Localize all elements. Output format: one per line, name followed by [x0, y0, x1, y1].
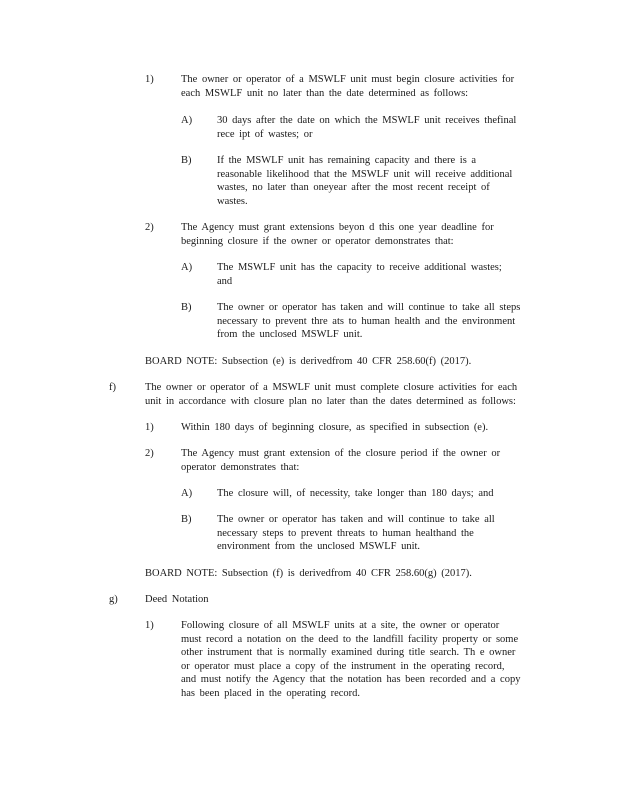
item-label: B)	[181, 514, 192, 525]
text-line: other instrument that is normally examined during title search. Th e owner	[181, 647, 516, 658]
text-line: from the unclosed MSWLF unit.	[217, 329, 363, 340]
paragraph	[217, 261, 502, 288]
text-line: unit in accordance with closure plan no later than the dates determined as follows:	[145, 395, 516, 407]
text-line: wastes.	[217, 195, 248, 207]
text-line: The owner or operator of a MSWLF unit must begin closure activities for	[181, 74, 515, 85]
paragraph	[145, 381, 517, 408]
board-note	[145, 567, 472, 581]
paragraph	[217, 114, 516, 141]
text-line: wastes, no later than oneyear after the most recent receipt of	[217, 182, 490, 193]
text-line: environment from the unclosed MSWLF unit.	[217, 541, 421, 552]
section-heading	[145, 593, 209, 607]
item-label: A)	[181, 262, 193, 273]
item-label: 1)	[145, 74, 154, 85]
item-label: g)	[109, 594, 118, 605]
text-line: has been placed in the operating record.	[181, 687, 361, 699]
text-line: and	[217, 275, 233, 287]
text-line: BOARD NOTE: Subsection (f) is derivedfrom 40 CFR 258.60(g) (2017).	[145, 568, 472, 579]
text-line: Following closure of all MSWLF units at a site, the owner or operator	[181, 620, 500, 631]
text-line: The Agency must grant extension of the closure period if the owner or	[181, 448, 501, 459]
paragraph	[217, 154, 512, 208]
paragraph	[181, 221, 494, 248]
paragraph	[181, 619, 520, 700]
text-line: necessary steps to prevent threats to human healthand the	[217, 527, 474, 539]
text-line: Deed Notation	[145, 594, 209, 605]
item-label: 1)	[145, 620, 154, 631]
item-label: 1)	[145, 422, 154, 433]
text-line: The owner or operator has taken and will continue to take all steps	[217, 302, 521, 313]
text-line: The Agency must grant extensions beyon d this one year deadline for	[181, 222, 494, 233]
text-line: and must notify the Agency that the notation has been recorded and a copy	[181, 674, 521, 685]
item-label: f)	[109, 382, 116, 393]
item-label: A)	[181, 115, 193, 126]
text-line: The owner or operator of a MSWLF unit must complete closure activities for each	[145, 382, 518, 393]
text-line: If the MSWLF unit has remaining capacity and there is a	[217, 155, 477, 166]
text-line: The closure will, of necessity, take longer than 180 days; and	[217, 488, 494, 499]
text-line: BOARD NOTE: Subsection (e) is derivedfrom 40 CFR 258.60(f) (2017).	[145, 356, 472, 367]
text-line: rece ipt of wastes; or	[217, 128, 313, 140]
text-line: must record a notation on the deed to the landfill facility property or some	[181, 633, 519, 645]
item-label: B)	[181, 302, 192, 313]
paragraph	[217, 487, 494, 501]
text-line: beginning closure if the owner or operator demonstrates that:	[181, 235, 454, 247]
item-label: 2)	[145, 222, 154, 233]
text-line: each MSWLF unit no later than the date determined as follows:	[181, 87, 469, 99]
paragraph	[217, 301, 520, 342]
paragraph	[181, 447, 500, 474]
text-line: 30 days after the date on which the MSWLF unit receives thefinal	[217, 115, 517, 126]
board-note	[145, 355, 471, 369]
text-line: reasonable likelihood that the MSWLF unit will receive additional	[217, 168, 513, 180]
text-line: operator demonstrates that:	[181, 461, 300, 473]
text-line: or operator must place a copy of the instrument in the operating record,	[181, 660, 505, 672]
item-label: A)	[181, 488, 193, 499]
text-line: The owner or operator has taken and will continue to take all	[217, 514, 495, 525]
text-line: Within 180 days of beginning closure, as specified in subsection (e).	[181, 422, 489, 433]
text-line: The MSWLF unit has the capacity to receive additional wastes;	[217, 262, 502, 273]
item-label: 2)	[145, 448, 154, 459]
paragraph	[181, 421, 488, 435]
paragraph	[217, 513, 495, 554]
text-line: necessary to prevent thre ats to human health and the environment	[217, 315, 516, 327]
item-label: B)	[181, 155, 192, 166]
paragraph	[181, 73, 514, 100]
